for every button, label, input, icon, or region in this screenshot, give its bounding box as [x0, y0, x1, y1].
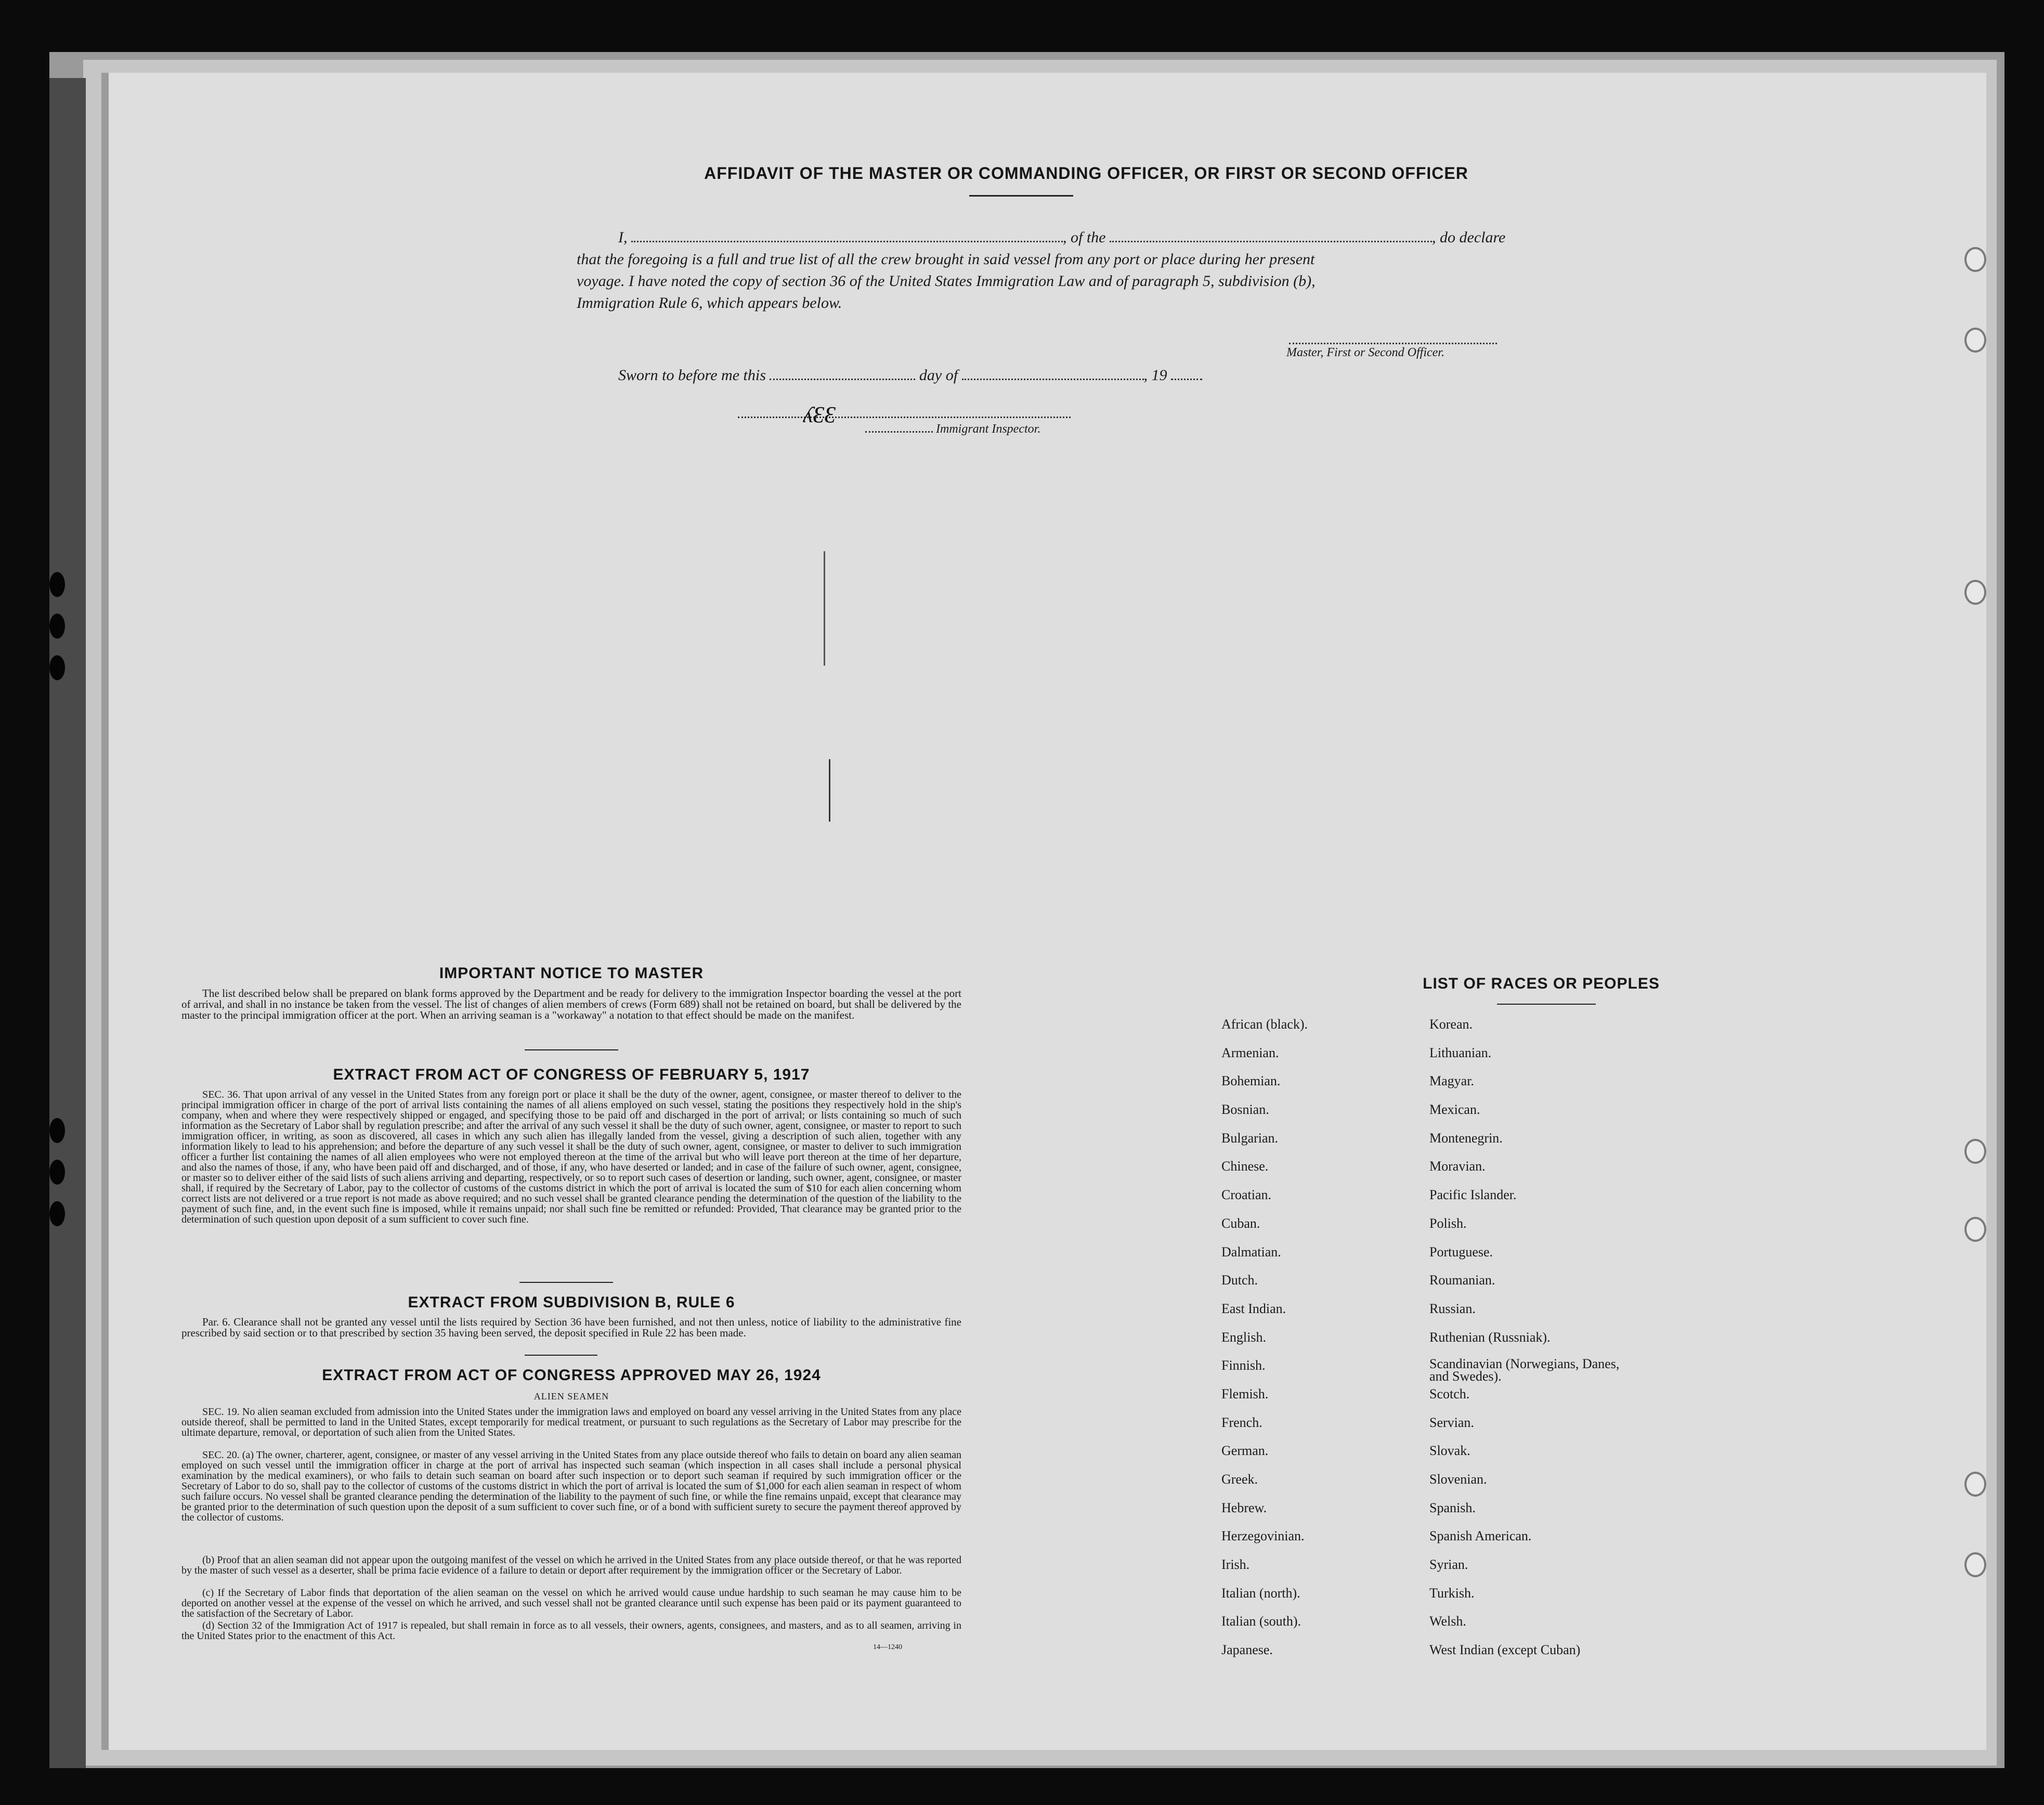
- sworn-day-field[interactable]: [770, 378, 915, 380]
- notice-title: IMPORTANT NOTICE TO MASTER: [439, 965, 704, 982]
- races-title: LIST OF RACES OR PEOPLES: [1423, 975, 1660, 992]
- race-item: East Indian.: [1221, 1301, 1286, 1316]
- master-signature-field[interactable]: [1289, 342, 1497, 344]
- race-item: Herzegovinian.: [1221, 1528, 1305, 1544]
- declaration-line-2: that the foregoing is a full and true list of all the crew brought in said vessel from any port or place during her present: [577, 251, 1315, 268]
- extract-1924-sec19: SEC. 19. No alien seaman excluded from admission into the United States under the immigration laws and employed on board any vessel arriving in the United States from any place outside thereof, shall be permitted to land in the United States, except temporarily for medical treatment, or pursuant to such regulations as the Secretary of Labor may prescribe for the ultimate departure, removal, or deportation of such alien from the United States.: [181, 1406, 961, 1438]
- race-item: Spanish American.: [1429, 1528, 1532, 1544]
- race-item: Scotch.: [1429, 1386, 1470, 1401]
- punch-hole: [1964, 1472, 1986, 1497]
- binder-hole: [49, 1201, 65, 1226]
- races-right-column: [1429, 1017, 1627, 1671]
- binder-hole: [49, 1118, 65, 1143]
- punch-hole: [1964, 1552, 1986, 1577]
- race-item: Welsh.: [1429, 1614, 1466, 1629]
- inspector-signature-field[interactable]: [738, 416, 1071, 418]
- race-item: Chinese.: [1221, 1159, 1269, 1174]
- race-item: Lithuanian.: [1429, 1045, 1492, 1060]
- race-item: Pacific Islander.: [1429, 1187, 1517, 1203]
- race-item: Flemish.: [1221, 1386, 1269, 1401]
- race-item: Spanish.: [1429, 1500, 1476, 1515]
- section-rule: [525, 1049, 618, 1050]
- race-item: French.: [1221, 1414, 1262, 1430]
- race-item: Turkish.: [1429, 1585, 1475, 1601]
- race-item: Korean.: [1429, 1017, 1473, 1032]
- race-item: Syrian.: [1429, 1557, 1468, 1573]
- sworn-label: Sworn to before me this: [618, 367, 766, 384]
- notice-body: The list described below shall be prepared on blank forms approved by the Department and be ready for delivery to the immigration Inspector boarding the vessel at the port of arrival, and shall in no instance be taken from the vessel. The list of changes of alien members of crews (Form 689) shall not be retained on board, but shall be delivered by the master to the principal immigration officer at the port. When an arriving seaman is a "workaway" a notation to that effect should be made on the manifest.: [181, 987, 961, 1021]
- races-left-column: [1221, 1017, 1393, 1671]
- extract-1924-sec20c: (c) If the Secretary of Labor finds that deportation of the alien seaman on the vessel on which he arrived would cause undue hardship to such seaman he may cause him to be deported on another vessel at the expense of the vessel on which he arrived, and such vessel shall not be granted clearance until such expense has been paid or its payment guaranteed to the satisfaction of the Secretary of Labor.: [181, 1587, 961, 1619]
- sworn-year-field[interactable]: [1171, 378, 1202, 380]
- race-item: African (black).: [1221, 1017, 1308, 1032]
- race-item: Russian.: [1429, 1301, 1476, 1316]
- race-item: Polish.: [1429, 1215, 1467, 1231]
- race-item: Japanese.: [1221, 1642, 1273, 1658]
- race-item: Mexican.: [1429, 1102, 1480, 1118]
- race-item: Dalmatian.: [1221, 1244, 1281, 1259]
- binder-strip: [49, 78, 86, 1768]
- race-item: Slovak.: [1429, 1443, 1470, 1459]
- inspector-label: Immigrant Inspector.: [936, 422, 1041, 436]
- inspector-line: [865, 422, 1040, 436]
- master-name-field[interactable]: [631, 240, 1063, 242]
- year-label: , 19: [1143, 367, 1167, 384]
- race-item: Bohemian.: [1221, 1073, 1281, 1089]
- extract-1924-title: EXTRACT FROM ACT OF CONGRESS APPROVED MAY 26, 1924: [322, 1367, 821, 1384]
- punch-hole: [1964, 1217, 1986, 1242]
- race-item: Roumanian.: [1429, 1272, 1495, 1288]
- race-item: Slovenian.: [1429, 1472, 1487, 1487]
- race-item: Finnish.: [1221, 1358, 1266, 1373]
- extract-rule6-title: EXTRACT FROM SUBDIVISION B, RULE 6: [408, 1294, 735, 1311]
- affidavit-title: AFFIDAVIT OF THE MASTER OR COMMANDING OFFICER, OR FIRST OR SECOND OFFICER: [704, 164, 1468, 183]
- race-item: Scandinavian (Norwegians, Danes, and Swedes).: [1429, 1356, 1620, 1384]
- do-declare-label: , do declare: [1432, 229, 1506, 246]
- title-rule: [969, 195, 1073, 197]
- extract-1917-body: SEC. 36. That upon arrival of any vessel in the United States from any foreign port or place it shall be the duty of the owner, agent, consignee, or master thereof to deliver to the principal immigration officer in charge of the port of arrival lists containing the names of all aliens employed on such vessel, stating the positions they respectively hold in the ship's company, when and where they were respectively shipped or engaged, and specifying those to be paid off and discharged in the port of arrival; or lists containing so much of such information as the Secretary of Labor shall by regulation prescribe; and after the arrival of any such vessel it shall be the duty of such owner, agent, consignee, or master to report to such immigration officer, in writing, as soon as discovered, all cases in which any such alien has illegally landed from the vessel, giving a description of such alien, together with any information likely to lead to his apprehension; and before the departure of any such vessel it shall be the duty of such owner, agent, consignee, or master to deliver to such immigration officer a further list containing the names of all alien employees who were not employed thereon at the time of the arrival but who will leave port thereon at the time of her departure, and also the names of those, if any, who have been paid off and discharged, and of those, if any, who have deserted or landed; and in case of the failure of such owner, agent, consignee, or master so to deliver either of the said lists of such aliens arriving and departing, respectively, or so to report such cases of desertion or landing, such owner, agent, consignee, or master shall, if required by the Secretary of Labor, pay to the collector of customs of the customs district in which the port of arrival is located the sum of $10 for each alien concerning whom correct lists are not delivered or a true report is not made as above required; and no such vessel shall be granted clearance pending the determination of the question of the liability to the payment of such fine, and, in the event such fine is imposed, while it remains unpaid; nor shall such fine be remitted or refunded: Provided, That clearance may be granted prior to the determination of such question upon deposit of a sum sufficient to cover such fine.: [181, 1089, 961, 1225]
- binder-hole: [49, 572, 65, 597]
- form-page: [101, 73, 1986, 1750]
- race-item: Hebrew.: [1221, 1500, 1267, 1515]
- punch-hole: [1964, 328, 1986, 353]
- extract-1917-title: EXTRACT FROM ACT OF CONGRESS OF FEBRUARY 5, 1917: [333, 1066, 810, 1083]
- race-item: Dutch.: [1221, 1272, 1258, 1288]
- declaration-line-3: voyage. I have noted the copy of section 36 of the United States Immigration Law and of paragraph 5, subdivision (b),: [577, 272, 1316, 290]
- extract-rule6-body: Par. 6. Clearance shall not be granted any vessel until the lists required by Section 36 have been furnished, and not then unless, notice of liability to the administrative fine prescribed by said section or to that prescribed by section 35 having been served, the deposit specified in Rule 22 has been made.: [181, 1316, 961, 1339]
- of-the-label: , of the: [1063, 229, 1106, 246]
- race-item: Cuban.: [1221, 1215, 1260, 1231]
- extract-1924-sec20b: (b) Proof that an alien seaman did not appear upon the outgoing manifest of the vessel on which he arrived in the United States from any place outside thereof, or that he was reported by the master of such vessel as a deserter, shall be prima facie evidence of a failure to detain or deport after requirement by the immigration officer or the Secretary of Labor.: [181, 1554, 961, 1576]
- punch-hole: [1964, 247, 1986, 272]
- fold-mark: [829, 759, 830, 822]
- race-item: Armenian.: [1221, 1045, 1279, 1060]
- declaration-line-1: [577, 229, 1591, 246]
- punch-hole: [1964, 580, 1986, 605]
- race-item: West Indian (except Cuban): [1429, 1642, 1581, 1658]
- declaration-line-4: Immigration Rule 6, which appears below.: [577, 294, 842, 311]
- punch-hole: [1964, 1139, 1986, 1164]
- sworn-month-field[interactable]: [962, 378, 1144, 380]
- extract-1924-subtitle: ALIEN SEAMEN: [533, 1391, 609, 1401]
- race-item: Croatian.: [1221, 1187, 1272, 1203]
- races-rule: [1497, 1004, 1596, 1005]
- i-label: I,: [618, 229, 628, 246]
- handwritten-mark: ʎƐƐ: [803, 402, 836, 427]
- race-item: Moravian.: [1429, 1159, 1486, 1174]
- binder-hole: [49, 655, 65, 680]
- extract-1924-sec20a: SEC. 20. (a) The owner, charterer, agent, consignee, or master of any vessel arriving in the United States from any place outside thereof who fails to detain on board any alien seaman employed on such vessel until the immigration officer in charge at the port of arrival has inspected such seaman (which inspection in all cases shall include a personal physical examination by the medical examiners), or who fails to detain such seaman on board after such inspection or to deport such seaman if required by such immigration officer or the Secretary of Labor to do so, shall pay to the collector of customs of the customs district in which the port of arrival is located the sum of $1,000 for each alien seaman in respect of whom such failure occurs. No vessel shall be granted clearance pending the determination of the liability to the payment of such fine, or while the fine remains unpaid, except that clearance may be granted prior to the determination of such question upon the deposit of a sum sufficient to cover such fine, or of a bond with sufficient surety to secure the payment thereof approved by the collector of customs.: [181, 1449, 961, 1523]
- fold-mark: [824, 551, 825, 666]
- extract-1924-sec20d: (d) Section 32 of the Immigration Act of 1917 is repealed, but shall remain in force as to all vessels, their owners, agents, consignees, and masters, and as to all seamen, arriving in the United States prior to the enactment of this Act.: [181, 1620, 961, 1642]
- inspector-dotline: [865, 431, 933, 433]
- binder-hole: [49, 614, 65, 639]
- race-item: Greek.: [1221, 1472, 1258, 1487]
- race-item: Portuguese.: [1429, 1244, 1493, 1259]
- race-item: Montenegrin.: [1429, 1130, 1503, 1146]
- sworn-line: [577, 367, 1202, 384]
- race-item: Ruthenian (Russniak).: [1429, 1329, 1551, 1345]
- race-item: German.: [1221, 1443, 1269, 1459]
- section-rule: [519, 1282, 613, 1283]
- race-item: Bosnian.: [1221, 1102, 1269, 1118]
- binder-hole: [49, 1160, 65, 1185]
- race-item: Italian (north).: [1221, 1585, 1300, 1601]
- vessel-name-field[interactable]: [1110, 240, 1432, 242]
- form-number: 14—1240: [873, 1643, 902, 1651]
- race-item: Magyar.: [1429, 1073, 1474, 1089]
- race-item: English.: [1221, 1329, 1266, 1345]
- race-item: Bulgarian.: [1221, 1130, 1279, 1146]
- master-signature-label: Master, First or Second Officer.: [1286, 346, 1444, 359]
- section-rule: [525, 1355, 597, 1356]
- race-item: Italian (south).: [1221, 1614, 1301, 1629]
- race-item: Servian.: [1429, 1414, 1474, 1430]
- day-of-label: day of: [919, 367, 958, 384]
- race-item: Irish.: [1221, 1557, 1250, 1573]
